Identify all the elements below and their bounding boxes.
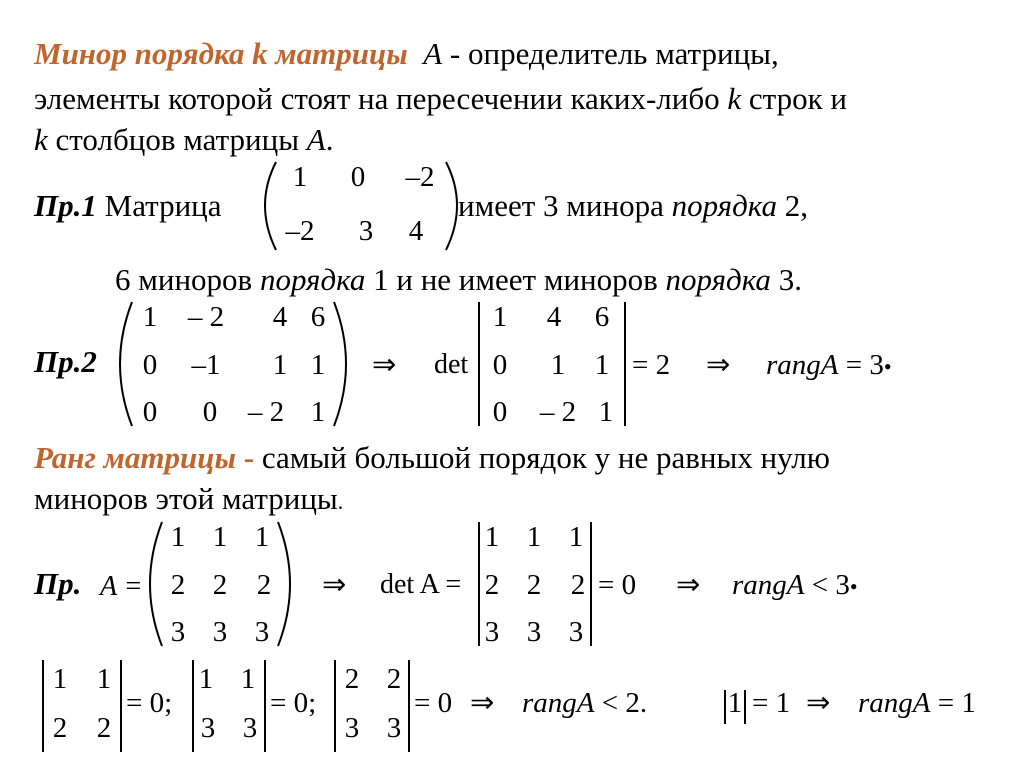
matrix-cell: 4	[546, 301, 562, 333]
example2-label: Пр.2	[34, 344, 97, 379]
matrix-cell: 3	[200, 712, 216, 744]
det-label: det	[434, 349, 469, 380]
matrix-cell: 2	[96, 712, 112, 744]
implies-icon: ⇒	[322, 569, 347, 601]
implies-icon: ⇒	[676, 569, 701, 601]
det-bar-left	[334, 660, 336, 752]
matrix-cell: 2	[386, 663, 402, 695]
matrix-cell: 1	[96, 663, 112, 695]
matrix-cell: 1	[598, 396, 614, 428]
matrix-cell: 2	[170, 569, 186, 601]
minor-term: Минор порядка k матрицы	[34, 36, 408, 71]
minor-def-line2b: строк и	[741, 81, 847, 116]
det-bar-right	[744, 690, 746, 724]
matrix-cell: 3	[212, 616, 228, 648]
matrix-cell: 4	[272, 301, 288, 333]
minor-def-line3a: столбцов матрицы	[47, 122, 307, 157]
matrix-cell: 3	[568, 616, 584, 648]
matrix-cell: –2	[285, 215, 315, 247]
matrix-cell: 1	[198, 663, 214, 695]
matrix-cell: 0	[142, 349, 158, 381]
a-eq-label: A =	[100, 571, 143, 602]
matrix-cell: 1	[310, 396, 326, 428]
implies-icon: ⇒	[806, 687, 831, 719]
matrix-cell: 1	[240, 663, 256, 695]
var-k: k	[34, 122, 48, 157]
matrix-cell: 3	[484, 616, 500, 648]
word-poryadka: порядка	[665, 262, 771, 297]
rank-value: = 3	[838, 349, 884, 381]
matrix-cell: 4	[408, 215, 424, 247]
minor-def-line2a: элементы которой стоят на пересечении каких-либо	[34, 81, 728, 116]
word-poryadka: порядка	[671, 188, 778, 223]
dot-mark: •	[883, 354, 892, 379]
rang-label: rangA	[732, 569, 805, 601]
matrix-cell: 1	[484, 521, 500, 553]
example1-after-a: имеет 3 минора	[458, 188, 672, 223]
matrix-cell: 1	[52, 663, 68, 695]
example1-after-b: 2,	[777, 188, 809, 223]
example1-line2c: 3.	[770, 262, 802, 297]
matrix-cell: 3	[242, 712, 258, 744]
rank-def-line1: самый большой порядок у не равных нулю	[254, 440, 830, 475]
det-bar-right	[120, 660, 122, 752]
implies-icon: ⇒	[372, 349, 397, 381]
matrix-cell: 1	[292, 161, 308, 193]
matrix-cell: 1	[310, 349, 326, 381]
rank-def-line2: миноров этой матрицы	[34, 481, 338, 516]
equals-one: = 1	[752, 687, 791, 719]
det-bar-right	[590, 522, 592, 646]
matrix-cell: 3	[358, 215, 374, 247]
equals-zero: = 0	[414, 687, 453, 719]
matrix-cell: 3	[170, 616, 186, 648]
var-a: A	[423, 36, 443, 71]
implies-icon: ⇒	[470, 687, 495, 719]
example1-line2b: 1 и не имеет миноров	[365, 262, 666, 297]
rank-term: Ранг матрицы	[34, 440, 236, 475]
matrix-cell: 2	[52, 712, 68, 744]
equals-2: = 2	[632, 349, 671, 381]
equals-0: = 0	[598, 569, 637, 601]
matrix-cell: 3	[526, 616, 542, 648]
example3-label: Пр.	[34, 566, 82, 601]
equals-zero: = 0;	[270, 687, 317, 719]
matrix-cell: 1	[594, 349, 610, 381]
matrix-cell: 2	[344, 663, 360, 695]
rank-value: < 2.	[594, 687, 648, 719]
matrix-cell: 1	[254, 521, 270, 553]
minor-def-line1: - определитель матрицы,	[442, 36, 779, 71]
matrix-cell: 6	[310, 301, 326, 333]
matrix-cell: – 2	[247, 396, 285, 428]
matrix-cell: 1	[212, 521, 228, 553]
matrix-cell: 3	[344, 712, 360, 744]
matrix-cell: 3	[386, 712, 402, 744]
rank-result	[522, 688, 647, 718]
matrix-cell: 2	[256, 569, 272, 601]
matrix-cell: 1	[170, 521, 186, 553]
matrix-cell: –1	[191, 349, 221, 381]
var-a: A	[306, 122, 326, 157]
equals-zero: = 0;	[126, 687, 173, 719]
matrix-word: Матрица	[96, 188, 222, 223]
matrix-cell: 0	[142, 396, 158, 428]
matrix-cell: –2	[405, 161, 435, 193]
minor-def-line3b: .	[325, 122, 334, 157]
dot-mark: •	[849, 574, 858, 599]
matrix-cell: 1	[727, 687, 743, 719]
det-a-label: det A =	[380, 569, 462, 600]
matrix-cell: 0	[350, 161, 366, 193]
implies-icon: ⇒	[706, 349, 731, 381]
matrix-cell: 2	[526, 569, 542, 601]
example1-label: Пр.1	[34, 188, 97, 223]
rank-value: = 1	[930, 687, 976, 719]
det-bar-left	[42, 660, 44, 752]
matrix-cell: 0	[492, 349, 508, 381]
matrix-cell: 6	[594, 301, 610, 333]
example1-line2a: 6 миноров	[115, 262, 260, 297]
word-poryadka: порядка	[259, 262, 366, 297]
matrix-cell: 2	[484, 569, 500, 601]
matrix-cell: 1	[142, 301, 158, 333]
matrix-cell: 1	[568, 521, 584, 553]
rank-result	[858, 688, 976, 718]
rang-label: rangA	[522, 687, 595, 719]
det-bar-left	[478, 522, 480, 646]
matrix-cell: 1	[272, 349, 288, 381]
matrix-cell: – 2	[539, 396, 577, 428]
matrix-cell: 2	[570, 569, 586, 601]
var-k: k	[727, 81, 742, 116]
rank-dash: -	[236, 440, 255, 475]
matrix-cell: 0	[492, 396, 508, 428]
det-bar-left	[724, 690, 726, 724]
det-bar-left	[192, 660, 194, 752]
rank-def-end: .	[337, 489, 344, 514]
matrix-cell: 2	[212, 569, 228, 601]
rang-label: rangA	[766, 349, 839, 381]
matrix-cell: 0	[202, 396, 218, 428]
rang-label: rangA	[858, 687, 931, 719]
matrix-cell: 1	[492, 301, 508, 333]
rank-value: < 3	[804, 569, 850, 601]
rank-result	[732, 570, 858, 602]
matrix-cell: 3	[254, 616, 270, 648]
det-bar-right	[408, 660, 410, 752]
matrix-cell: 1	[526, 521, 542, 553]
matrix-cell: 1	[550, 349, 566, 381]
det-bar-right	[264, 660, 266, 752]
matrix-cell: – 2	[187, 301, 225, 333]
